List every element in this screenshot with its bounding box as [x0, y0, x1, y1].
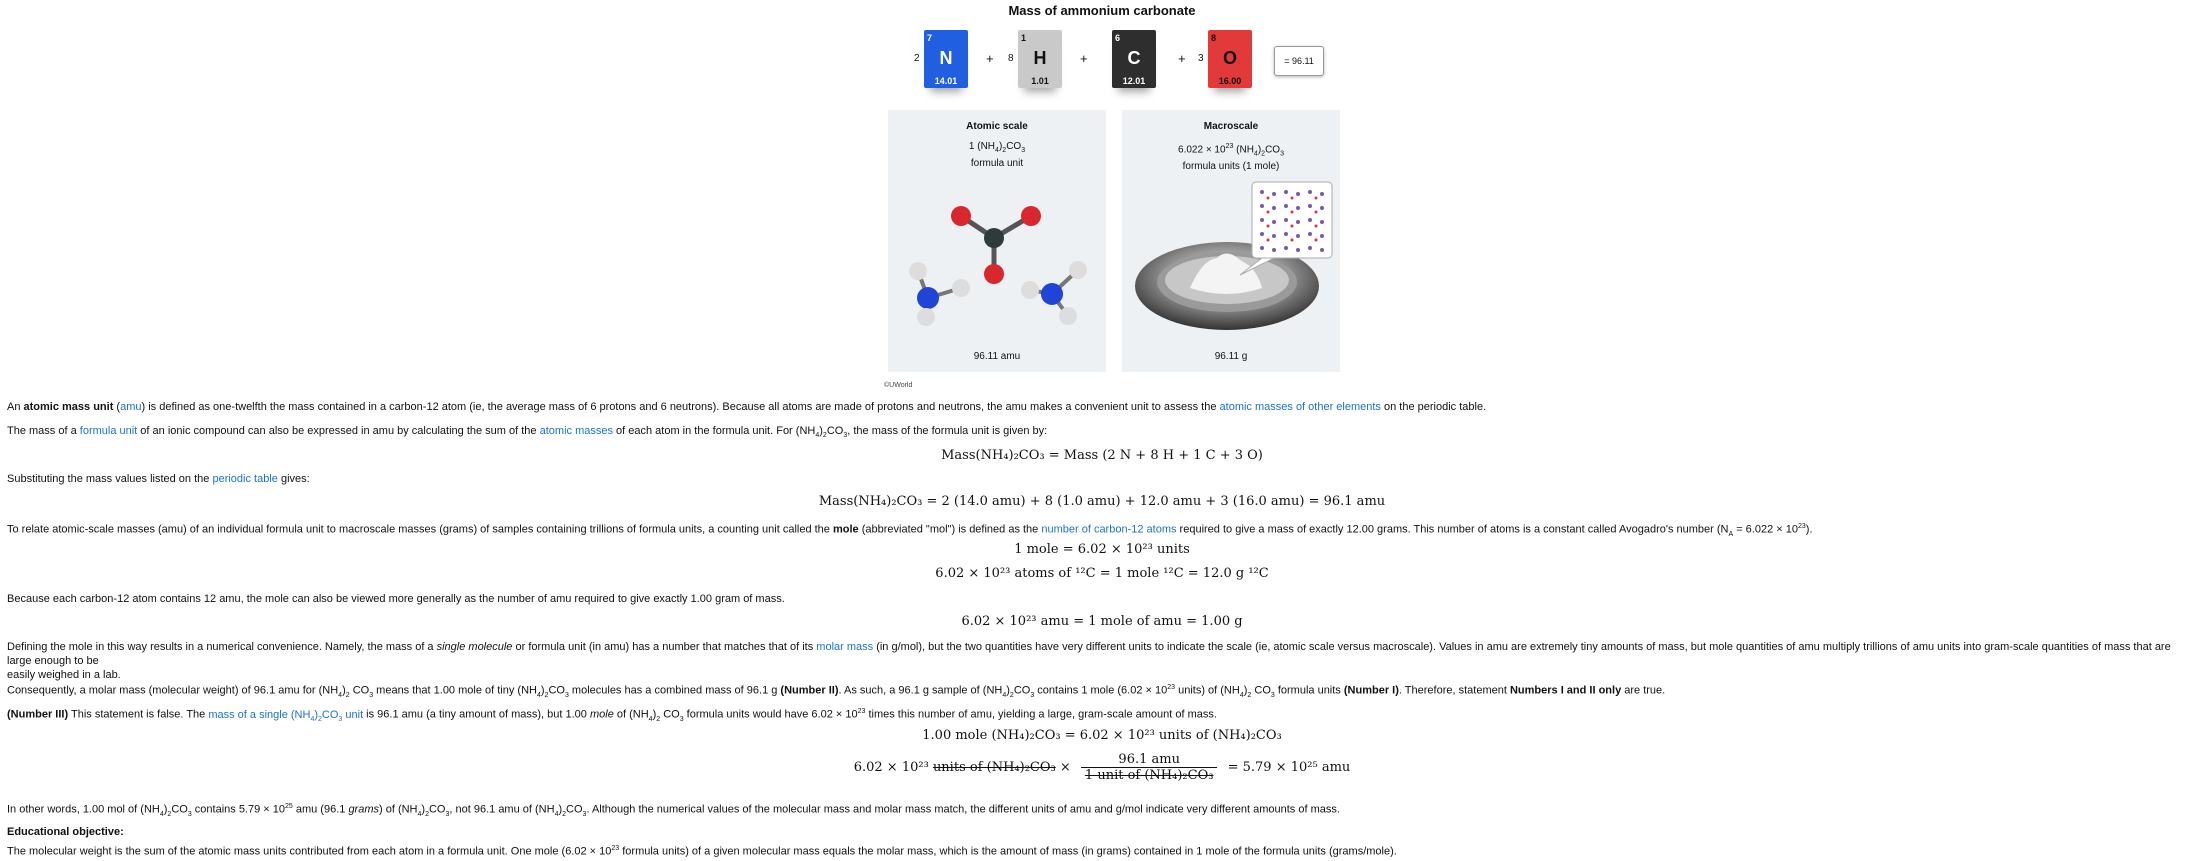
atomic-number: 8 — [1211, 33, 1217, 43]
atomic-scale-panel — [888, 110, 1106, 372]
element-tile-o — [1208, 30, 1252, 88]
equation-carbon-12: 6.02 × 10²³ atoms of ¹²C = 1 mole ¹²C = 12.0 g ¹²C — [935, 566, 1269, 581]
paragraph-number-iii: (Number III) This statement is false. The mass of a single $(NH_4)_2CO_3$ unit is 96.1 amu (a tiny amount of mass), but 1.00 mole of $(NH_4)_2$ $CO_3$ formula units would have $6.02 \times 10^{23}$ times this number of amu, yielding a large, gram-scale amount of mass. — [7, 708, 1217, 723]
element-sum-row — [908, 28, 1328, 98]
atomic-masses-other-elements-link[interactable]: atomic masses of other elements — [1219, 401, 1381, 413]
plus-sign: + — [986, 51, 994, 66]
atomic-masses-link[interactable]: atomic masses — [539, 425, 613, 437]
panel-subtitle: 1 $(NH_4)_2CO_3$ formula unit — [968, 141, 1026, 169]
paragraph-amu-definition: An atomic mass unit (amu) is defined as one-twelfth the mass contained in a carbon-12 atom (ie, the average mass of 6 protons and 6 neutrons). Because all atoms are made of protons and neutrons, the amu makes a convenient unit to assess the atomic masses of other elements on the periodic table. — [7, 401, 1487, 413]
atomic-mass: 1.01 — [1031, 76, 1049, 86]
paragraph-in-other-words: In other words, 1.00 mol of $(NH_4)_2CO_3$ contains $5.79 \times 10^{25}$ amu (96.1 grams) of $(NH_4)_2CO_3$, not 96.1 amu of $(NH_4)_2CO_3$. Although the numerical values of the molecular mass and molar mass match, the different units of amu and g/mol indicate very different amounts of mass. — [7, 803, 1340, 818]
equation-mole-units: 1 mole = 6.02 × 10²³ units — [1014, 542, 1190, 557]
paragraph-consequently: Consequently, a molar mass (molecular weight) of 96.1 amu for $(NH_4)_2$ $CO_3$ means that 1.00 mole of tiny $(NH_4)_2CO_3$ molecules has a combined mass of 96.1 g (Number II). As such, a 96.1 g sample of $(NH_4)_2CO_3$ contains 1 mole ($6.02 \times 10^{23}$ units) of $(NH_4)_2$ $CO_3$ formula units (Number I). Therefore, statement Numbers I and II only are true. — [7, 684, 1666, 699]
atomic-number: 7 — [927, 33, 933, 43]
page-title: Mass of ammonium carbonate — [1008, 3, 1196, 18]
plus-sign: + — [1178, 51, 1186, 66]
atomic-number: 1 — [1021, 33, 1027, 43]
paragraph-substituting: Substituting the mass values listed on the periodic table gives: — [7, 473, 310, 485]
paragraph-carbon-amu: Because each carbon-12 atom contains 12 amu, the mole can also be viewed more generally as the number of amu required to give exactly 1.00 gram of mass. — [7, 593, 785, 605]
paragraph-numerical-convenience: Defining the mole in this way results in a numerical convenience. Namely, the mass of a single molecule or formula unit (in amu) has a number that matches that of its molar mass (in g/mol), but the two quantities have very different units to indicate the scale (ie, atomic scale versus macroscale). Values in amu are extremely tiny amounts of mass, but mole quantities of amu multiply trillions of amu units into gram-scale quantities of mass that are large enough to be easily weighed in a lab. — [7, 641, 2171, 681]
objective-text: The molecular weight is the sum of the atomic mass units contributed from each atom in a formula unit. One mole ($6.02 \times 10^{23}$ formula units) of a given molecular mass equals the molar mass, which is the amount of mass (in grams) contained in 1 mole of the formula units (grams/mole). — [7, 845, 1397, 858]
equation-dimensional-analysis: 6.02 × 10²³ units of (NH₄)₂CO₃ × 96.1 amu 1 unit of (NH₄)₂CO₃ = 5.79 × 10²⁵ amu — [853, 752, 1351, 783]
element-symbol: C — [1127, 48, 1141, 68]
total-mass-box: = 96.11 — [1274, 46, 1324, 76]
equation-amu-gram: 6.02 × 10²³ amu = 1 mole of amu = 1.00 g — [961, 614, 1243, 629]
panel-footer: 96.11 g — [1214, 351, 1248, 362]
coefficient-o: 3 — [1198, 53, 1204, 64]
objective-heading: Educational objective: — [7, 826, 124, 838]
powder-on-dish-icon — [1122, 110, 1340, 372]
formula-unit-link[interactable]: formula unit — [79, 425, 138, 437]
periodic-table-link[interactable]: periodic table — [212, 473, 278, 485]
element-symbol: O — [1222, 48, 1237, 68]
single-unit-mass-link[interactable]: mass of a single $(NH_4)_2CO_3$ unit — [208, 708, 364, 723]
atomic-mass: 14.01 — [934, 76, 958, 86]
equation-mole-units-compound: 1.00 mole (NH₄)₂CO₃ = 6.02 × 10²³ units of (NH₄)₂CO₃ — [922, 728, 1282, 743]
panel-heading: Macroscale — [1203, 121, 1259, 132]
paragraph-mole-definition: To relate atomic-scale masses (amu) of an individual formula unit to macroscale masses (grams) of samples containing trillions of formula units, a counting unit called the mole (abbreviated "mol") is defined as the number of carbon-12 atoms required to give a mass of exactly 12.00 grams. This number of atoms is a constant called Avogadro's number $(N_A = 6.022 \times 10^{23})$. — [7, 523, 1813, 538]
panel-subtitle: $6.022 \times 10^{23}$ $(NH_4)_2CO_3$ formula units (1 mole) — [1178, 143, 1284, 173]
panel-heading: Atomic scale — [966, 121, 1028, 132]
element-symbol: H — [1033, 48, 1047, 68]
carbon-12-atoms-link[interactable]: number of carbon-12 atoms — [1041, 523, 1177, 536]
element-tile-c — [1112, 30, 1156, 88]
atomic-mass: 12.01 — [1122, 76, 1146, 86]
ammonium-carbonate-molecule-icon — [888, 110, 1106, 372]
panel-footer: 96.11 amu — [973, 351, 1021, 362]
coefficient-n: 2 — [914, 53, 920, 64]
element-symbol: N — [939, 48, 953, 68]
molar-mass-link[interactable]: molar mass — [816, 641, 874, 653]
atomic-mass: 16.00 — [1218, 76, 1242, 86]
amu-link[interactable]: amu — [120, 401, 142, 413]
coefficient-h: 8 — [1008, 53, 1014, 64]
element-tile-h — [1018, 30, 1062, 88]
paragraph-formula-unit: The mass of a formula unit of an ionic compound can also be expressed in amu by calculating the sum of the atomic masses of each atom in the formula unit. For $(NH_4)_2CO_3$, the mass of the formula unit is given by: — [7, 425, 1048, 440]
element-tile-n — [924, 30, 968, 88]
plus-sign: + — [1080, 51, 1088, 66]
atomic-number: 6 — [1115, 33, 1121, 43]
macroscale-panel — [1122, 110, 1340, 372]
equation-mass-values: Mass(NH₄)₂CO₃ = 2 (14.0 amu) + 8 (1.0 amu) + 12.0 amu + 3 (16.0 amu) = 96.1 amu — [818, 494, 1386, 509]
image-credit: ©UWorld — [884, 382, 913, 389]
equation-mass-sum: Mass(NH₄)₂CO₃ = Mass (2 N + 8 H + 1 C + 3 O) — [941, 448, 1263, 463]
